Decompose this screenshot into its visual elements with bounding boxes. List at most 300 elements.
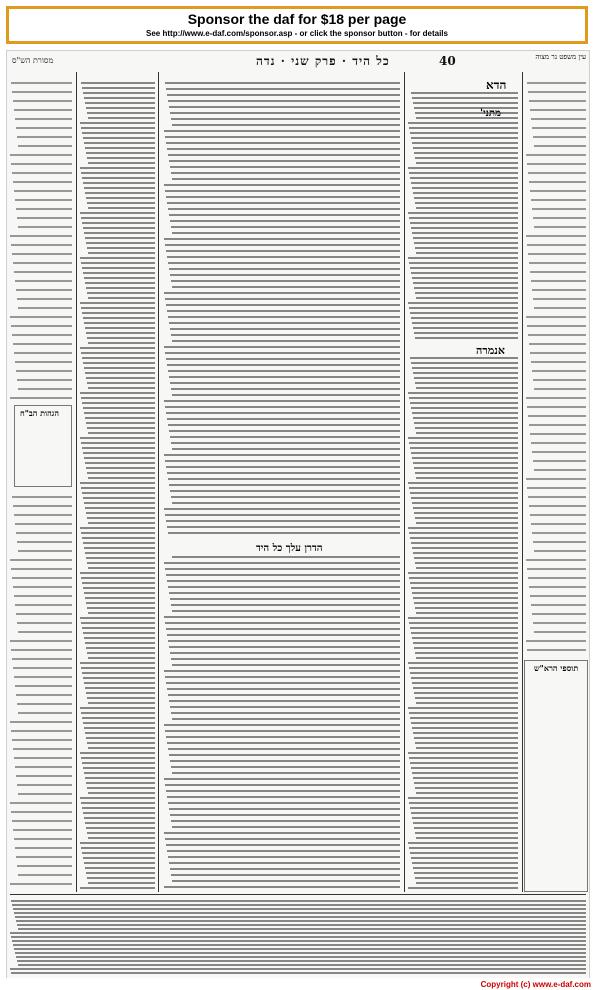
text-line (17, 784, 72, 786)
text-line (87, 742, 155, 744)
rashi-column (408, 80, 518, 890)
text-line (85, 822, 155, 824)
text-line (172, 664, 400, 666)
text-line (80, 347, 155, 349)
text-line (11, 244, 72, 246)
text-line (168, 586, 400, 588)
text-line (166, 196, 400, 198)
text-line (80, 707, 155, 709)
text-line (86, 782, 155, 784)
text-line (80, 302, 155, 304)
text-line (414, 737, 518, 739)
text-line (82, 582, 155, 584)
text-line (408, 122, 518, 124)
text-line (411, 497, 518, 499)
text-line (15, 523, 72, 525)
text-line (85, 597, 155, 599)
text-line (528, 334, 586, 336)
text-line (86, 602, 155, 604)
text-line (164, 238, 400, 240)
text-line (15, 199, 72, 201)
text-line (85, 192, 155, 194)
text-line (415, 337, 518, 339)
text-line (172, 826, 400, 828)
text-line (86, 827, 155, 829)
text-line (166, 88, 400, 90)
text-line (86, 557, 155, 559)
text-line (10, 316, 72, 318)
text-line (81, 217, 155, 219)
text-line (10, 154, 72, 156)
text-line (85, 147, 155, 149)
text-line (83, 362, 155, 364)
text-line (414, 512, 518, 514)
rule-rashi (404, 72, 405, 892)
text-line (168, 856, 400, 858)
text-line (13, 343, 72, 345)
text-line (164, 184, 400, 186)
text-line (415, 202, 518, 204)
text-line (408, 797, 518, 799)
text-line (83, 632, 155, 634)
text-line (531, 118, 586, 120)
text-line (84, 682, 155, 684)
text-line (165, 838, 400, 840)
text-line (14, 595, 72, 597)
text-line (18, 226, 72, 228)
text-line (85, 282, 155, 284)
text-line (171, 442, 400, 444)
text-line (412, 862, 518, 864)
text-line (415, 787, 518, 789)
text-line (80, 797, 155, 799)
text-line (532, 370, 586, 372)
text-line (86, 377, 155, 379)
text-line (84, 322, 155, 324)
text-line (527, 406, 586, 408)
text-line (80, 617, 155, 619)
text-line (168, 694, 400, 696)
text-line (12, 820, 72, 822)
text-line (529, 343, 586, 345)
text-line (164, 346, 400, 348)
text-line (86, 647, 155, 649)
text-line (169, 430, 400, 432)
text-line (81, 577, 155, 579)
text-line (164, 292, 400, 294)
text-line (80, 482, 155, 484)
text-line (528, 253, 586, 255)
text-line (11, 811, 72, 813)
text-line (14, 190, 72, 192)
text-line (410, 132, 518, 134)
text-line (415, 652, 518, 654)
text-line (168, 208, 400, 210)
text-line (408, 842, 518, 844)
text-line (165, 568, 400, 570)
text-line (83, 227, 155, 229)
text-line (408, 302, 518, 304)
text-line (164, 508, 400, 510)
text-line (81, 532, 155, 534)
text-line (412, 412, 518, 414)
text-line (527, 163, 586, 165)
copyright-link[interactable]: Copyright (c) www.e-daf.com (480, 980, 591, 989)
text-line (533, 379, 586, 381)
text-line (81, 82, 155, 84)
text-line (88, 522, 155, 524)
text-line (411, 452, 518, 454)
text-line (88, 882, 155, 884)
text-line (413, 462, 518, 464)
text-line (80, 167, 155, 169)
text-line (165, 352, 400, 354)
text-line (80, 752, 155, 754)
text-line (411, 767, 518, 769)
text-line (165, 190, 400, 192)
text-line (81, 262, 155, 264)
text-line (85, 507, 155, 509)
text-line (410, 447, 518, 449)
text-line (415, 832, 518, 834)
text-line (408, 707, 518, 709)
text-line (172, 448, 400, 450)
text-line (13, 586, 72, 588)
text-line (83, 587, 155, 589)
text-line (530, 514, 586, 516)
text-line (527, 487, 586, 489)
text-line (81, 127, 155, 129)
text-line (80, 842, 155, 844)
text-line (14, 676, 72, 678)
text-line (86, 872, 155, 874)
text-line (408, 257, 518, 259)
text-line (86, 692, 155, 694)
text-line (532, 613, 586, 615)
text-line (17, 865, 72, 867)
text-line (171, 334, 400, 336)
text-line (530, 433, 586, 435)
text-line (526, 559, 586, 561)
text-line (526, 397, 586, 399)
text-line (87, 787, 155, 789)
text-line (409, 622, 518, 624)
text-line (80, 392, 155, 394)
text-line (82, 402, 155, 404)
page-number: 40 (439, 54, 456, 68)
text-line (82, 357, 155, 359)
text-line (171, 766, 400, 768)
text-line (87, 652, 155, 654)
text-line (410, 762, 518, 764)
text-line (12, 496, 72, 498)
text-line (413, 372, 518, 374)
text-line (86, 197, 155, 199)
text-line (416, 477, 518, 479)
text-line (164, 670, 400, 672)
text-line (85, 687, 155, 689)
text-line (17, 379, 72, 381)
text-line (416, 837, 518, 839)
text-line (169, 862, 400, 864)
text-line (410, 537, 518, 539)
text-line (164, 724, 400, 726)
text-line (532, 451, 586, 453)
text-line (408, 572, 518, 574)
text-line (84, 547, 155, 549)
text-line (415, 742, 518, 744)
text-line (13, 262, 72, 264)
text-line (170, 220, 400, 222)
text-line (413, 237, 518, 239)
text-line (527, 244, 586, 246)
text-line (168, 100, 400, 102)
text-line (410, 222, 518, 224)
text-line (16, 920, 586, 922)
text-line (409, 577, 518, 579)
text-line (13, 181, 72, 183)
text-line (167, 634, 400, 636)
text-line (18, 631, 72, 633)
text-line (413, 102, 518, 104)
text-line (169, 376, 400, 378)
text-line (167, 202, 400, 204)
text-line (416, 297, 518, 299)
text-line (15, 952, 586, 954)
text-line (408, 887, 518, 889)
text-line (411, 722, 518, 724)
sponsor-banner[interactable] (6, 6, 588, 44)
text-line (87, 247, 155, 249)
text-line (84, 232, 155, 234)
text-line (414, 647, 518, 649)
text-line (167, 742, 400, 744)
text-line (528, 496, 586, 498)
text-line (533, 541, 586, 543)
rule-left-margin (76, 72, 77, 892)
text-line (82, 222, 155, 224)
text-line (533, 460, 586, 462)
text-line (168, 748, 400, 750)
text-line (416, 207, 518, 209)
text-line (413, 417, 518, 419)
text-line (529, 424, 586, 426)
text-line (170, 274, 400, 276)
text-line (168, 370, 400, 372)
text-line (16, 127, 72, 129)
text-line (534, 226, 586, 228)
text-line (416, 702, 518, 704)
text-line (88, 207, 155, 209)
text-line (18, 874, 72, 876)
text-line (415, 157, 518, 159)
text-line (86, 737, 155, 739)
text-line (16, 208, 72, 210)
text-line (87, 427, 155, 429)
text-line (165, 460, 400, 462)
text-line (87, 562, 155, 564)
text-line (414, 782, 518, 784)
text-line (18, 145, 72, 147)
text-line (416, 792, 518, 794)
text-line (409, 262, 518, 264)
text-line (11, 730, 72, 732)
text-line (13, 829, 72, 831)
text-line (87, 607, 155, 609)
text-line (10, 559, 72, 561)
masoret-hashas-heading: מסורת הש"ס (12, 56, 54, 65)
text-line (412, 187, 518, 189)
text-line (88, 432, 155, 434)
text-line (88, 837, 155, 839)
text-line (16, 775, 72, 777)
text-line (410, 807, 518, 809)
text-line (12, 658, 72, 660)
text-line (166, 520, 400, 522)
text-line (409, 442, 518, 444)
text-line (80, 527, 155, 529)
text-line (18, 712, 72, 714)
text-line (526, 235, 586, 237)
text-line (526, 154, 586, 156)
text-line (18, 928, 586, 930)
text-line (88, 567, 155, 569)
text-line (14, 109, 72, 111)
text-line (409, 667, 518, 669)
text-line (411, 272, 518, 274)
sponsor-subtitle[interactable]: See http://www.e-daf.com/sponsor.asp - or click the sponsor button - for details (146, 29, 448, 38)
text-line (167, 310, 400, 312)
text-line (409, 217, 518, 219)
text-line (415, 517, 518, 519)
text-line (15, 685, 72, 687)
text-line (83, 317, 155, 319)
text-line (416, 252, 518, 254)
text-line (86, 287, 155, 289)
text-line (18, 793, 72, 795)
text-line (411, 137, 518, 139)
text-line (82, 627, 155, 629)
text-line (416, 432, 518, 434)
text-line (170, 868, 400, 870)
text-line (534, 388, 586, 390)
text-line (410, 717, 518, 719)
tosafot-column (80, 80, 155, 890)
text-anamra-word: אנמרה (476, 344, 505, 357)
text-line (414, 377, 518, 379)
text-line (168, 532, 400, 534)
text-line (413, 507, 518, 509)
text-line (86, 332, 155, 334)
text-line (415, 877, 518, 879)
text-line (165, 514, 400, 516)
text-line (414, 872, 518, 874)
text-line (167, 796, 400, 798)
text-line (169, 214, 400, 216)
text-line (416, 882, 518, 884)
text-line (15, 280, 72, 282)
text-line (410, 852, 518, 854)
text-line (14, 757, 72, 759)
text-line (85, 102, 155, 104)
bottom-commentary (10, 898, 586, 978)
text-line (12, 334, 72, 336)
text-line (172, 502, 400, 504)
text-line (412, 367, 518, 369)
text-mishnah-word: מתני' (480, 108, 501, 119)
text-line (165, 136, 400, 138)
text-line (410, 627, 518, 629)
text-line (86, 152, 155, 154)
sponsor-title[interactable]: Sponsor the daf for $18 per page (187, 11, 407, 27)
text-line (14, 352, 72, 354)
text-line (15, 361, 72, 363)
text-line (88, 747, 155, 749)
text-line (412, 97, 518, 99)
text-line (170, 112, 400, 114)
tosafot-harosh-box (524, 660, 588, 892)
text-line (81, 172, 155, 174)
text-line (164, 886, 400, 888)
text-line (166, 304, 400, 306)
text-line (416, 747, 518, 749)
text-line (17, 136, 72, 138)
text-line (168, 262, 400, 264)
text-line (18, 388, 72, 390)
text-line (411, 542, 518, 544)
text-line (414, 332, 518, 334)
text-line (415, 112, 518, 114)
text-line (534, 550, 586, 552)
text-line (10, 968, 586, 970)
text-line (170, 652, 400, 654)
text-line (412, 142, 518, 144)
text-line (171, 496, 400, 498)
text-line (84, 637, 155, 639)
text-line (169, 160, 400, 162)
text-line (81, 757, 155, 759)
text-line (84, 97, 155, 99)
text-line (416, 522, 518, 524)
text-line (87, 697, 155, 699)
text-line (172, 286, 400, 288)
text-line (416, 657, 518, 659)
text-line (12, 91, 72, 93)
text-line (165, 298, 400, 300)
text-line (408, 482, 518, 484)
text-line (527, 649, 586, 651)
text-line (88, 612, 155, 614)
text-line (171, 118, 400, 120)
text-line (412, 277, 518, 279)
text-line (171, 604, 400, 606)
text-line (87, 157, 155, 159)
text-line (167, 472, 400, 474)
text-line (82, 267, 155, 269)
text-line (412, 547, 518, 549)
text-line (14, 271, 72, 273)
text-line (84, 367, 155, 369)
text-line (169, 592, 400, 594)
text-line (80, 572, 155, 574)
text-line (13, 505, 72, 507)
text-line (414, 692, 518, 694)
text-line (88, 657, 155, 659)
text-line (88, 162, 155, 164)
text-line (82, 177, 155, 179)
text-line (414, 467, 518, 469)
text-line (86, 242, 155, 244)
